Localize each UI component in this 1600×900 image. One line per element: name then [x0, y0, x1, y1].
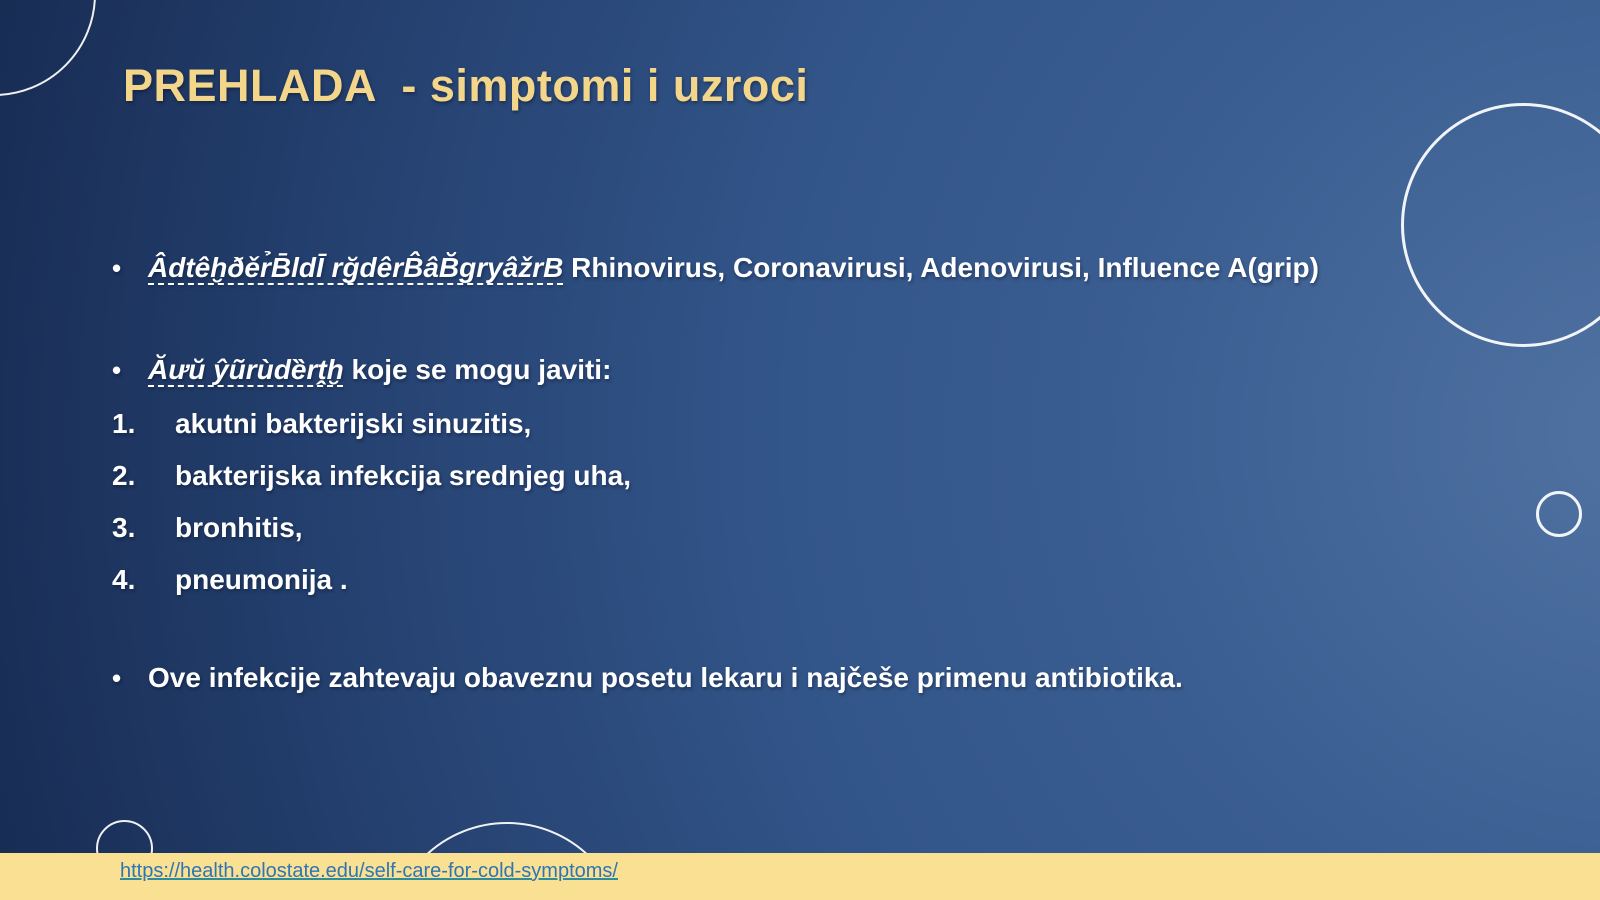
bullet-causes-rest: Rhinovirus, Coronavirusi, Adenovirusi, Influence A(grip)	[563, 252, 1319, 283]
source-link[interactable]: https://health.colostate.edu/self-care-for-cold-symptoms/	[120, 860, 618, 882]
garbled-text: Ăưŭ ŷũrùdȅrṱḫ	[148, 354, 344, 385]
bullet-icon: •	[112, 355, 122, 385]
list-item-text: akutni bakterijski sinuzitis,	[175, 408, 532, 439]
closing-text: Ove infekcije zahtevaju obaveznu posetu lekaru i najčeše primenu antibiotika.	[148, 662, 1183, 693]
bullet-causes	[112, 250, 1550, 286]
bullet-complications	[112, 352, 1550, 388]
list-item-2	[112, 458, 1550, 494]
list-number: 2.	[112, 460, 136, 491]
bullet-icon: •	[112, 663, 122, 693]
list-item-3	[112, 510, 1550, 546]
list-item-text: bakterijska infekcija srednjeg uha,	[175, 460, 631, 491]
footer-bar	[0, 853, 1600, 900]
page-title: PREHLADA - simptomi i uzroci	[123, 60, 809, 111]
list-item-text: bronhitis,	[175, 512, 303, 543]
bullet-causes-text	[148, 250, 1319, 286]
list-number: 3.	[112, 512, 136, 543]
list-item-4	[112, 562, 1550, 598]
list-number: 1.	[112, 408, 136, 439]
bullet-complications-text	[148, 352, 611, 388]
list-number: 4.	[112, 564, 136, 595]
garbled-text: Âdtêḫðěr̉B̄ldĪ rğdêrB̂âB̆gryâžrB	[148, 252, 564, 283]
bullet-complications-rest: koje se mogu javiti:	[343, 354, 612, 385]
list-item-1	[112, 406, 1550, 442]
bullet-closing	[112, 660, 1550, 696]
bullet-icon: •	[112, 253, 122, 283]
decorative-circle-top-left	[0, 0, 96, 96]
list-item-text: pneumonija .	[175, 564, 348, 595]
decorative-circle-top-right	[1401, 103, 1600, 347]
